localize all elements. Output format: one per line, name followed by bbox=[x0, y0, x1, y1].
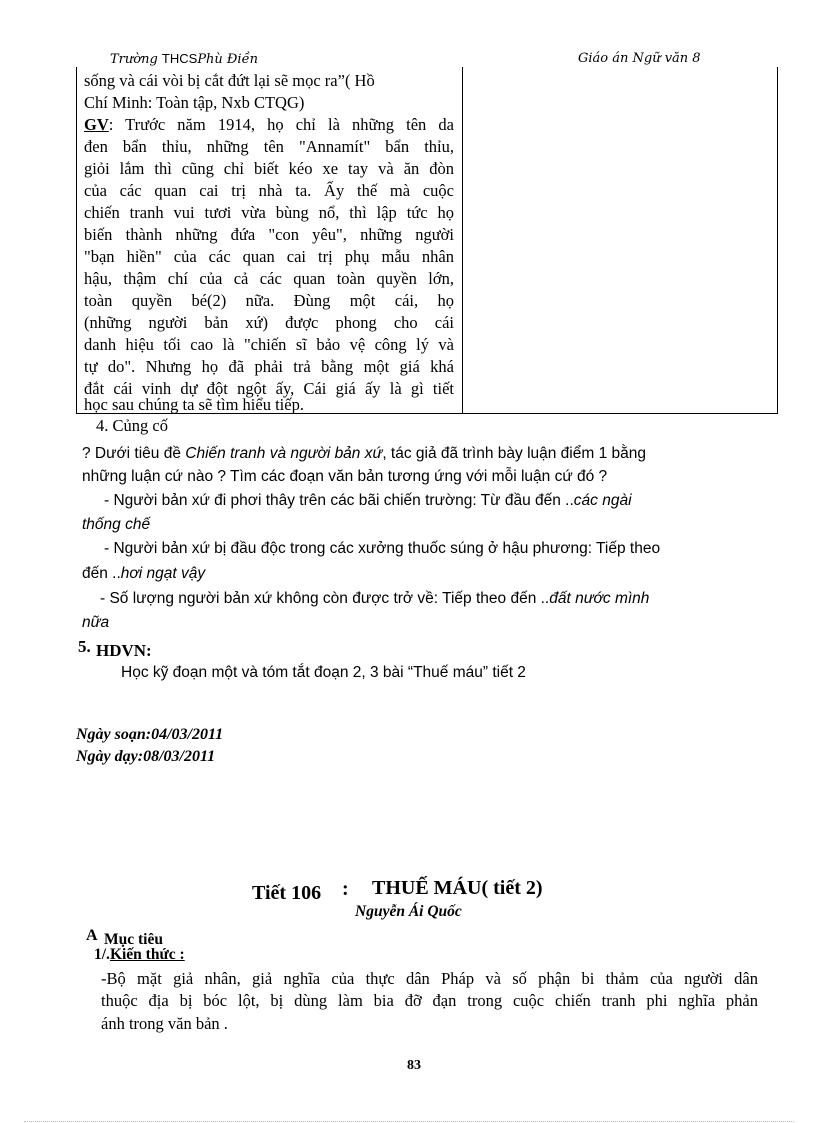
hdvn-text: Học kỹ đoạn một và tóm tắt đoạn 2, 3 bài “Thuế máu” tiết 2 bbox=[121, 664, 526, 681]
table-column-divider bbox=[462, 67, 463, 413]
cell-line-2: Chí Minh: Toàn tập, Nxb CTQG) bbox=[84, 93, 305, 112]
lesson-number: Tiết 106 bbox=[252, 882, 322, 904]
cung-co-item-3 bbox=[100, 588, 649, 609]
cell-text-line: toàn quyền bé(2) nữa. Đùng một cái, họ bbox=[84, 291, 454, 310]
question-text: ? Dưới tiêu đề bbox=[82, 445, 186, 462]
cell-text-line: biến thành những đứa "con yêu", những người bbox=[84, 225, 454, 244]
lesson-colon: : bbox=[342, 878, 349, 900]
header-subject: Giáo án Ngữ văn 8 bbox=[578, 51, 701, 66]
school-name: Phù Điền bbox=[197, 52, 258, 67]
cung-co-item-1-cont: thống chế bbox=[82, 516, 151, 533]
school-prefix: Trường bbox=[110, 52, 158, 67]
hdvn-number: 5. bbox=[78, 637, 91, 656]
header-school bbox=[110, 51, 258, 67]
cell-text-line: giỏi lắm thì cũng chỉ biết kéo xe tay và ăn đòn bbox=[84, 159, 454, 178]
gv-label: GV bbox=[84, 115, 109, 134]
cell-text-line: đen bẩn thỉu, những tên "Annamít" bẩn thỉu, bbox=[84, 137, 454, 156]
date-soan: Ngày soạn:04/03/2011 bbox=[76, 726, 224, 743]
cell-gv-line bbox=[84, 114, 454, 135]
item-italic: các ngài bbox=[573, 492, 632, 509]
cung-co-heading: 4. Củng cố bbox=[96, 416, 168, 435]
date-day: Ngày dạy:08/03/2011 bbox=[76, 748, 216, 765]
cell-text-line: "bạn hiền" của các quan cai trị phụ mẫu nhân bbox=[84, 247, 454, 266]
question-text: , tác giả đã trình bày luận điểm 1 bằng bbox=[382, 445, 646, 462]
item-text: - Số lượng người bản xứ không còn được trở về: Tiếp theo đến .. bbox=[100, 590, 550, 607]
question-title: Chiến tranh và người bản xứ bbox=[185, 445, 383, 462]
cell-text-line: tự do". Nhưng họ đã phải trả bằng một giá khá bbox=[84, 357, 454, 376]
objective-last-line: ánh trong văn bản . bbox=[101, 1014, 228, 1033]
cung-co-question bbox=[82, 443, 646, 464]
cung-co-item-2: - Người bản xứ bị đầu độc trong các xưởng thuốc súng ở hậu phương: Tiếp theo bbox=[104, 540, 661, 557]
cell-text-line: của các quan cai trị nhà ta. Ấy thế mà cuộc bbox=[84, 181, 454, 200]
cell-text-line: đắt cái vinh dự đột ngột ấy, Cái giá ấy là gì tiết bbox=[84, 379, 454, 398]
cung-co-item-2-cont bbox=[82, 563, 205, 584]
hdvn-label: HDVN: bbox=[96, 641, 152, 660]
subsection-heading bbox=[94, 946, 185, 964]
subsection-number: 1/. bbox=[94, 946, 110, 963]
item-italic: đất nước mình bbox=[549, 590, 650, 607]
section-letter: A bbox=[86, 927, 98, 944]
cell-text-line: hậu, thậm chí của cả các quan toàn quyền lớn, bbox=[84, 269, 454, 288]
objective-line: thuộc địa bị bóc lột, bị dùng làm bia đỡ đạn trong cuộc chiến tranh phi nghĩa phản bbox=[101, 991, 758, 1010]
subsection-label: Kiến thức : bbox=[109, 946, 185, 963]
page-bottom-rule bbox=[24, 1121, 794, 1122]
cung-co-item-1 bbox=[104, 490, 632, 511]
item-italic: hơi ngạt vậy bbox=[120, 565, 206, 582]
cung-co-item-3-cont: nữa bbox=[82, 614, 110, 631]
cell-last-line: học sau chúng ta sẽ tìm hiểu tiếp. bbox=[84, 395, 304, 414]
page-number: 83 bbox=[407, 1058, 421, 1073]
lesson-author: Nguyễn Ái Quốc bbox=[355, 903, 462, 920]
objective-line: -Bộ mặt giả nhân, giả nghĩa của thực dân Pháp và số phận bi thảm của người dân bbox=[101, 969, 758, 988]
cell-line-1: sống và cái vòi bị cắt đứt lại sẽ mọc ra”( Hồ bbox=[84, 71, 375, 90]
lesson-title: THUẾ MÁU( tiết 2) bbox=[372, 877, 543, 899]
gv-first-text: : Trước năm 1914, họ chỉ là những tên da bbox=[108, 115, 454, 134]
school-type: THCS bbox=[161, 51, 198, 66]
section-heading: Mục tiêu bbox=[104, 931, 163, 948]
item-text: đến .. bbox=[82, 565, 121, 582]
cung-co-question-line2: những luận cứ nào ? Tìm các đoạn văn bản tương ứng với mỗi luận cứ đó ? bbox=[82, 468, 608, 485]
item-text: - Người bản xứ đi phơi thây trên các bãi chiến trường: Từ đầu đến .. bbox=[104, 492, 574, 509]
cell-text-line: chiến tranh vui tươi vừa bùng nổ, thì lập tức họ bbox=[84, 203, 454, 222]
cell-text-line: danh hiệu tối cao là "chiến sĩ bảo vệ công lý và bbox=[84, 335, 454, 354]
cell-text-line: (những người bản xứ) được phong cho cái bbox=[84, 313, 454, 332]
